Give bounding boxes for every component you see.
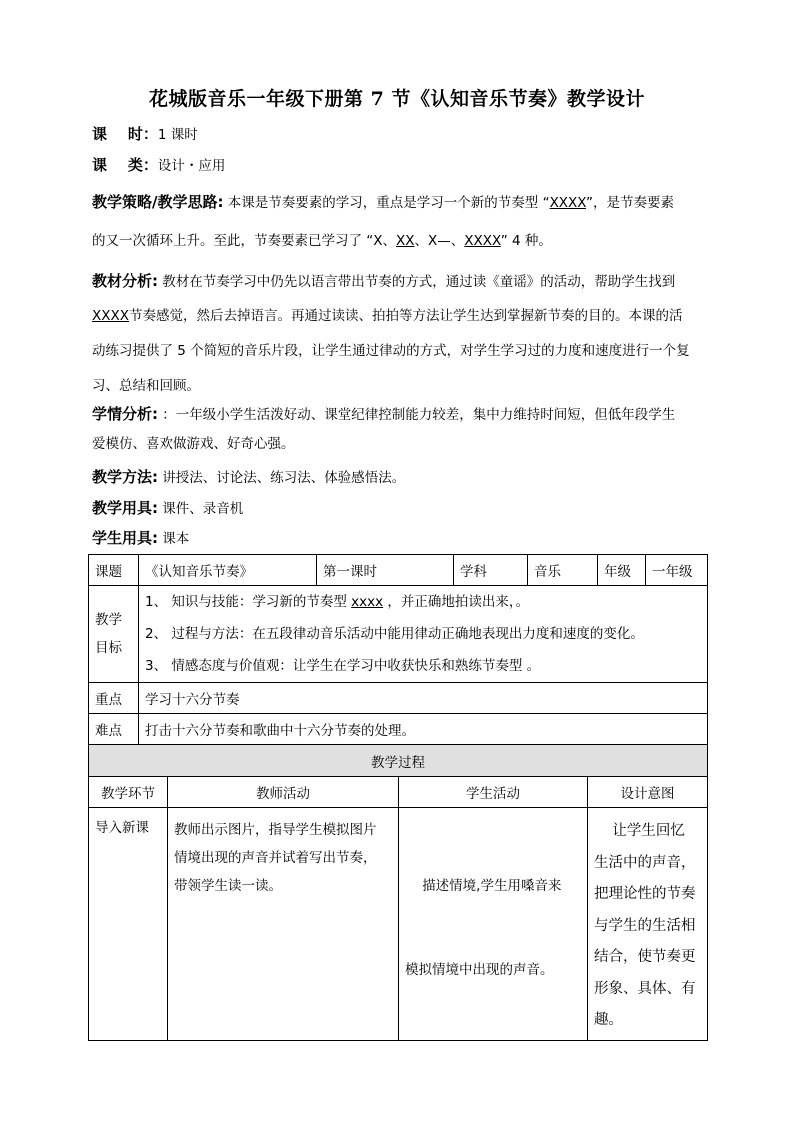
lesson-value: 第一课时: [317, 555, 454, 586]
type-line: [92, 155, 225, 176]
tools-value: 课件、录音机: [158, 501, 244, 517]
subject-label: 学科: [454, 555, 528, 586]
header-teacher: 教师活动: [168, 777, 399, 808]
goal-process: 2、 过程与方法：在五段律动音乐活动中能用律动正确地表现出力度和速度的变化。: [145, 626, 644, 642]
goal-text: 1、 知识与技能：学习新的节奏型: [145, 594, 352, 610]
strategy-text: ” 4 种。: [500, 233, 552, 249]
strategy-paragraph: [92, 192, 704, 251]
teacher-line: 教师出示图片，指导学生模拟图片: [174, 822, 377, 838]
strategy-label: 教学策略/教学思路:: [92, 193, 224, 211]
strategy-text: ”，是节奏要素: [586, 195, 675, 211]
rhythm-xxxx: xxxx: [351, 594, 384, 610]
type-label: 课 类：: [92, 156, 158, 174]
intent-line: 形象、具体、有: [594, 980, 696, 997]
analysis-text: 习、总结和回顾。: [92, 378, 200, 394]
goals-label-line: 目标: [95, 640, 122, 656]
type-value: 设计・应用: [157, 158, 226, 174]
course-value: 《认知音乐节奏》: [139, 555, 317, 586]
grade-label: 年级: [598, 555, 646, 586]
document-title: 花城版音乐一年级下册第 7 节《认知音乐节奏》教学设计: [149, 88, 645, 110]
step-cell: 导入新课: [89, 808, 168, 1041]
goals-content: [139, 586, 708, 683]
intent-line: 生活中的声音，: [594, 854, 696, 871]
strategy-text: 、X—、: [414, 233, 465, 249]
header-step: 教学环节: [89, 777, 168, 808]
teacher-cell: [168, 808, 399, 1041]
intent-line: 与学生的生活相: [594, 917, 696, 934]
goal-text: ，并正确地拍读出来，。: [383, 594, 530, 610]
intent-line: 让学生回忆: [594, 823, 685, 839]
lesson-info-table: [88, 554, 708, 745]
analysis-paragraph: [92, 271, 704, 396]
header-intent: 设计意图: [588, 777, 708, 808]
methods-line: [92, 467, 405, 488]
key-label: 重点: [89, 683, 139, 714]
analysis-text: 节奏感觉，然后去掉语言。再通过读读、拍拍等方法让学生达到掌握新节奏的目的。本课的活: [129, 308, 683, 324]
difficulty-value: 打击十六分节奏和歌曲中十六分节奏的处理。: [139, 714, 708, 745]
strategy-text: 本课是节奏要素的学习，重点是学习一个新的节奏型 “: [223, 195, 550, 211]
goal-knowledge: [145, 586, 701, 618]
student-tools-label: 学生用具:: [92, 529, 158, 547]
analysis-text: 动练习提供了 5 个简短的音乐片段，让学生通过律动的方式，对学生学习过的力度和速度进行一个复: [92, 343, 690, 359]
rhythm-xxxx: XXXX: [549, 195, 587, 211]
key-value: 学习十六分节奏: [139, 683, 708, 714]
subject-value: 音乐: [528, 555, 598, 586]
period-line: [92, 124, 198, 145]
period-label: 课 时：: [92, 125, 158, 143]
intent-line: 结合，使节奏更: [594, 949, 696, 965]
methods-label: 教学方法:: [92, 468, 158, 486]
students-text: ：一年级小学生活泼好动、课堂纪律控制能力较差，集中力维持时间短，但低年段学生: [158, 407, 676, 423]
student-tools-line: [92, 528, 189, 549]
student-line: 描述情境,学生用嗓音来: [405, 878, 562, 894]
student-tools-value: 课本: [158, 531, 190, 547]
teacher-line: 带领学生读一读。: [174, 878, 282, 894]
goals-label-line: 教学: [95, 612, 122, 628]
strategy-text: 的又一次循环上升。至此，节奏要素已学习了 “X、: [92, 233, 397, 249]
period-value: 1 课时: [157, 127, 198, 143]
rhythm-xx: XX: [396, 233, 415, 249]
analysis-label: 教材分析:: [92, 272, 158, 290]
goal-emotion: 3、 情感态度与价值观：让学生在学习中收获快乐和熟练节奏型 。: [145, 658, 541, 674]
header-student: 学生活动: [399, 777, 588, 808]
students-label: 学情分析:: [92, 405, 158, 423]
course-label: 课题: [89, 555, 139, 586]
rhythm-xxxx: XXXX: [464, 233, 501, 249]
student-line: 模拟情境中出现的声音。: [405, 962, 554, 978]
intent-line: 把理论性的节奏: [594, 886, 696, 902]
goals-label: [89, 586, 139, 683]
methods-value: 讲授法、讨论法、练习法、体验感悟法。: [158, 470, 406, 486]
teaching-process-table: [88, 744, 708, 1041]
grade-value: 一年级: [646, 555, 708, 586]
tools-line: [92, 498, 243, 519]
students-text: 爱模仿、喜欢做游戏、好奇心强。: [92, 436, 295, 452]
intent-cell: [588, 808, 708, 1041]
section-header: 教学过程: [89, 745, 708, 777]
student-cell: [399, 808, 588, 1041]
rhythm-xxxx: XXXX: [92, 308, 129, 324]
intent-line: 趣。: [594, 1012, 623, 1028]
tools-label: 教学用具:: [92, 499, 158, 517]
difficulty-label: 难点: [89, 714, 139, 745]
analysis-text: 教材在节奏学习中仍先以语言带出节奏的方式，通过读《童谣》的活动，帮助学生找到: [158, 274, 676, 290]
teacher-line: 情境出现的声音并试着写出节奏，: [174, 850, 377, 866]
students-paragraph: [92, 404, 704, 454]
